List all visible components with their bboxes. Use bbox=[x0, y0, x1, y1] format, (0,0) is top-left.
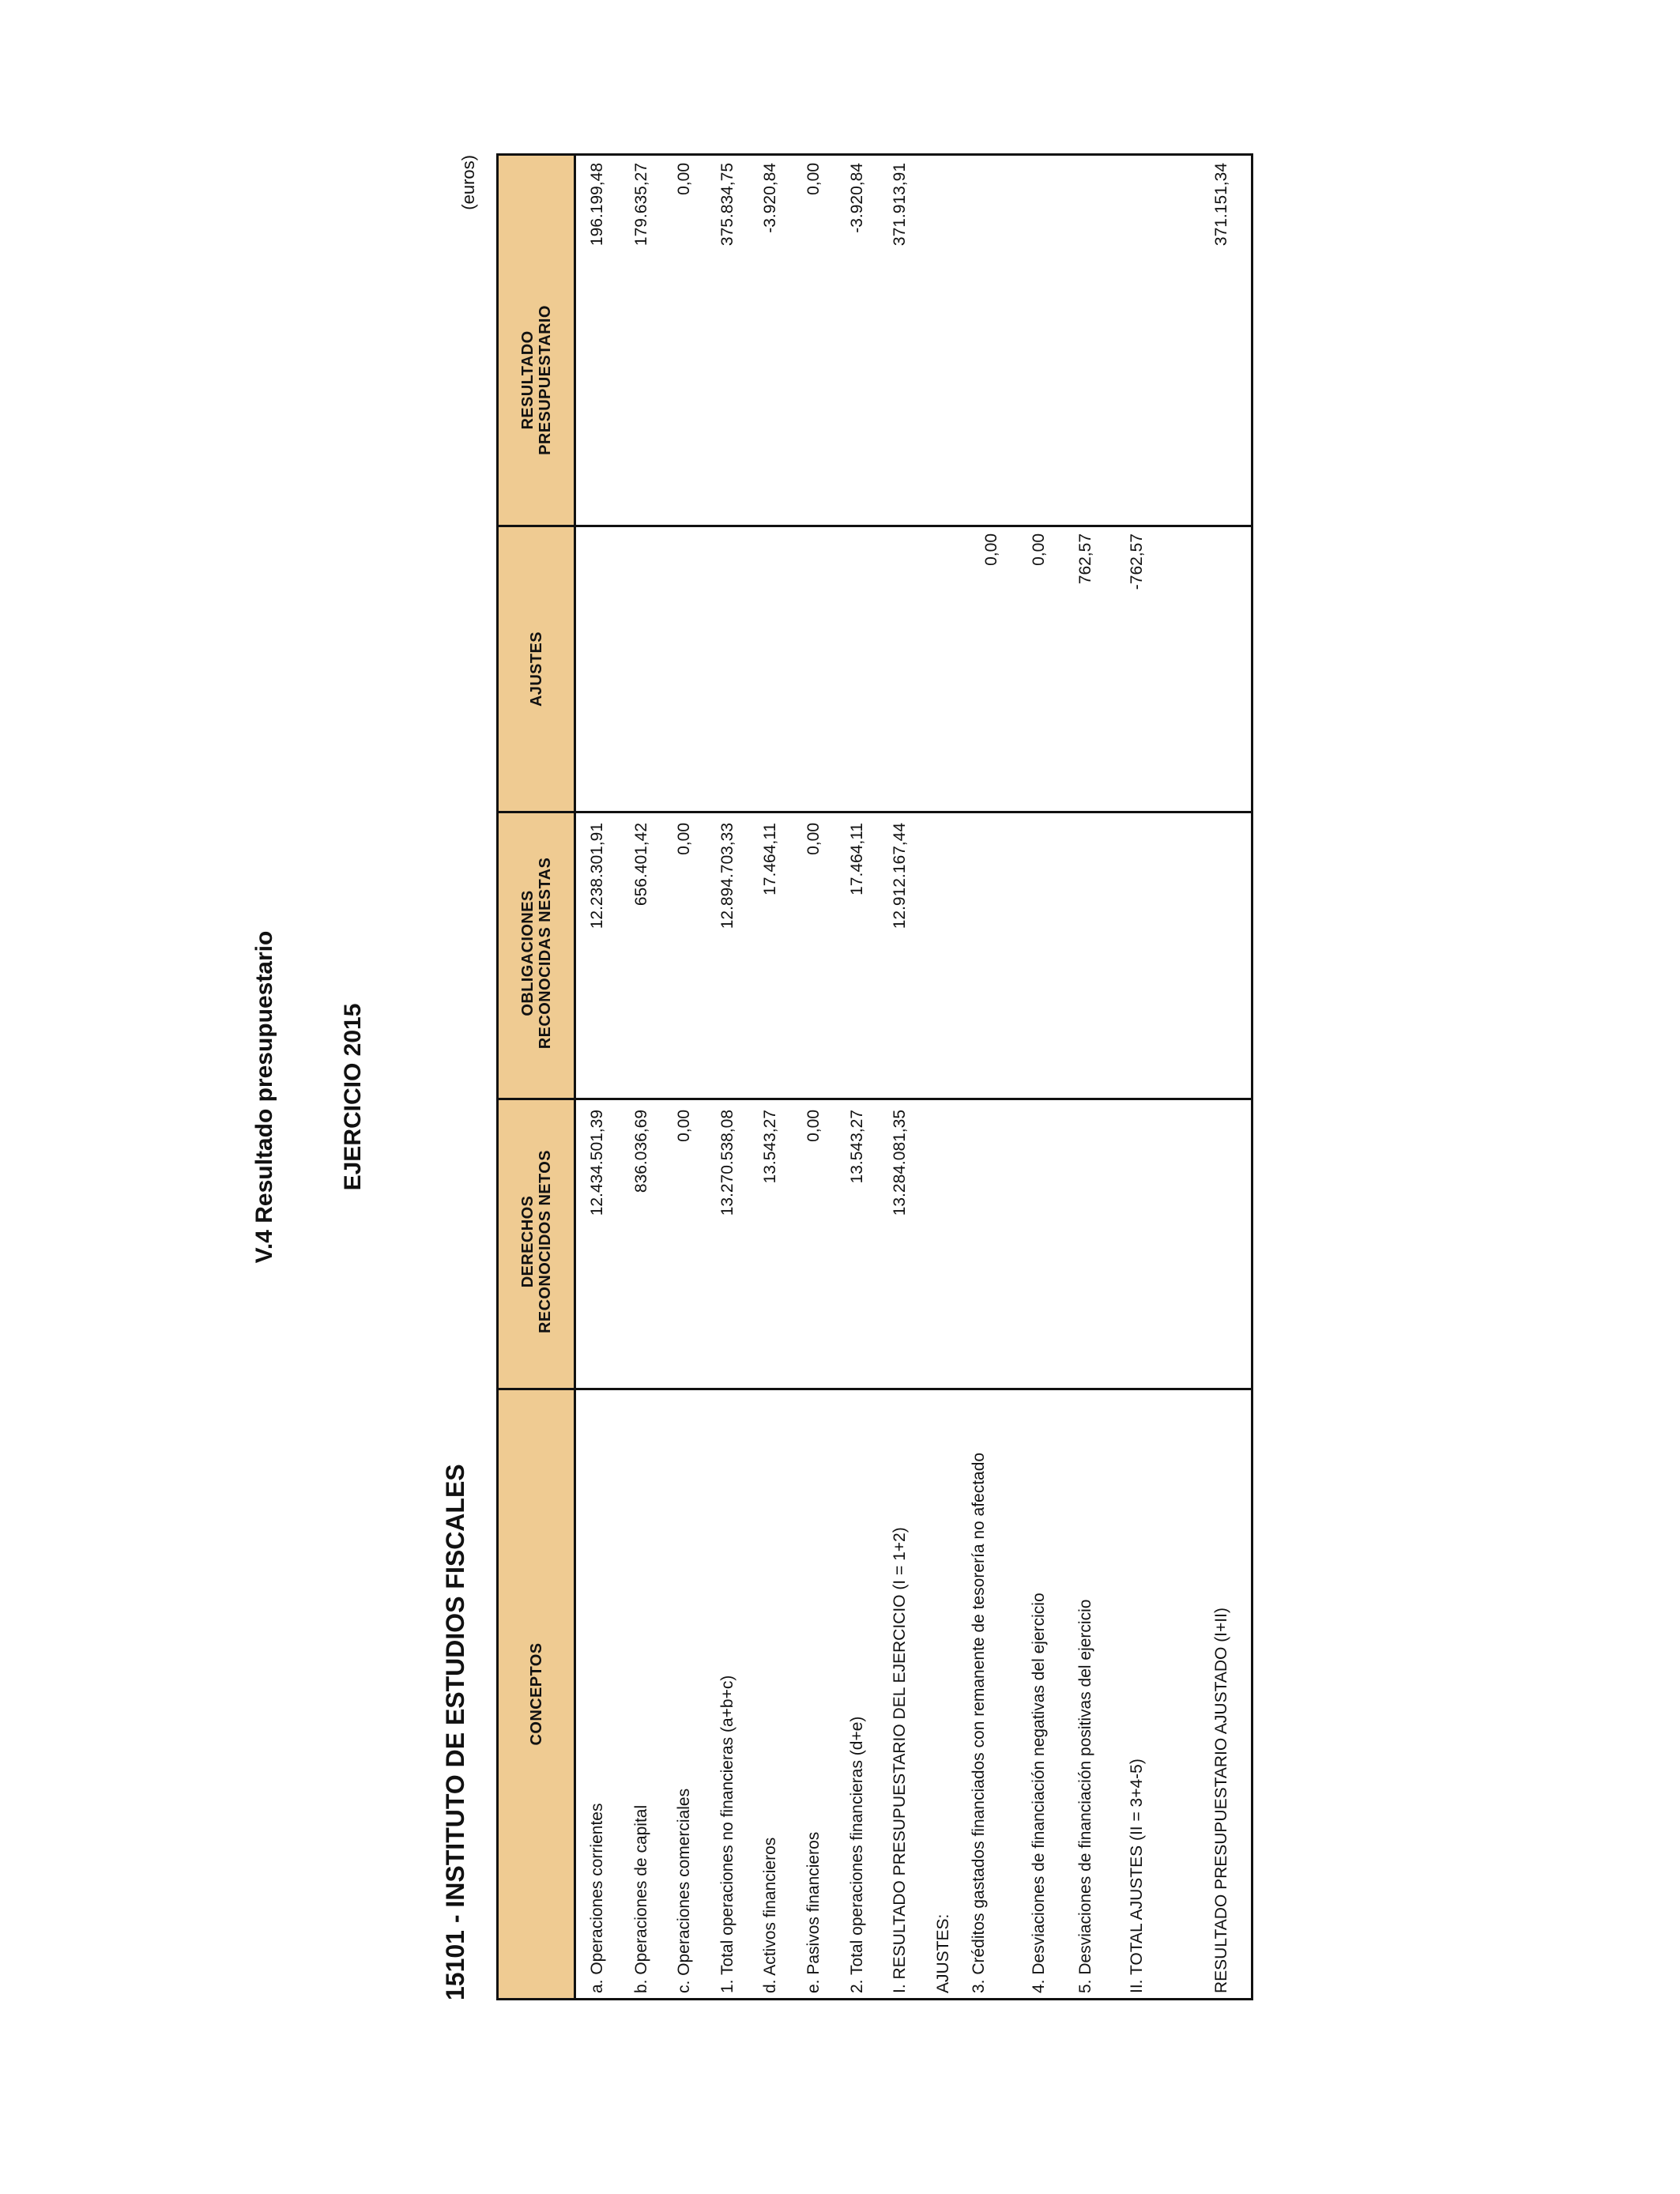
row-obligaciones: 12.912.167,44 bbox=[891, 823, 909, 929]
row-ajustes: -762,57 bbox=[1128, 533, 1146, 590]
row-concepto: 3. Créditos gastados financiados con remanente de tesorería no afectado bbox=[970, 1452, 988, 1993]
row-concepto: d. Activos financieros bbox=[761, 1837, 779, 1993]
row-resultado: 0,00 bbox=[804, 163, 823, 195]
row-derechos: 13.284.081,35 bbox=[891, 1110, 909, 1216]
row-derechos: 13.270.538,08 bbox=[718, 1110, 736, 1216]
row-obligaciones: 0,00 bbox=[675, 823, 693, 855]
row-derechos: 13.543,27 bbox=[761, 1110, 779, 1184]
row-derechos: 836.036,69 bbox=[632, 1110, 650, 1193]
row-concepto: 1. Total operaciones no financieras (a+b+c) bbox=[718, 1675, 736, 1993]
row-concepto: a. Operaciones corrientes bbox=[588, 1803, 606, 1993]
row-ajustes: 762,57 bbox=[1076, 533, 1094, 585]
fiscal-year-title: EJERCICIO 2015 bbox=[340, 1003, 366, 1191]
row-concepto: 2. Total operaciones financieras (d+e) bbox=[848, 1716, 866, 1993]
row-obligaciones: 17.464,11 bbox=[761, 823, 779, 895]
row-derechos: 13.543,27 bbox=[848, 1110, 866, 1184]
row-concepto: II. TOTAL AJUSTES (II = 3+4-5) bbox=[1128, 1759, 1146, 1993]
row-concepto: b. Operaciones de capital bbox=[632, 1804, 650, 1993]
column-header-obligaciones: OBLIGACIONES RECONOCIDAS NESTAS bbox=[519, 857, 554, 1050]
column-header-conceptos: CONCEPTOS bbox=[528, 1642, 545, 1746]
row-resultado: 371.913,91 bbox=[891, 163, 909, 247]
row-resultado: -3.920,84 bbox=[761, 163, 779, 233]
row-resultado: 179.635,27 bbox=[632, 163, 650, 247]
document-title: V.4 Resultado presupuestario bbox=[251, 930, 277, 1264]
row-resultado: -3.920,84 bbox=[848, 163, 866, 233]
row-ajustes: 0,00 bbox=[1030, 533, 1048, 566]
row-obligaciones: 17.464,11 bbox=[848, 823, 866, 895]
row-ajustes: 0,00 bbox=[982, 533, 1000, 566]
row-obligaciones: 12.238.301,91 bbox=[588, 823, 606, 929]
row-derechos: 12.434.501,39 bbox=[588, 1110, 606, 1216]
row-concepto: AJUSTES: bbox=[934, 1913, 952, 1993]
row-resultado: 375.834,75 bbox=[718, 163, 736, 247]
row-concepto: c. Operaciones comerciales bbox=[675, 1788, 693, 1993]
row-concepto: I. RESULTADO PRESUPUESTARIO DEL EJERCICIO (I = 1+2) bbox=[891, 1527, 909, 1993]
row-concepto: e. Pasivos financieros bbox=[804, 1831, 823, 1993]
row-resultado: 196.199,48 bbox=[588, 163, 606, 247]
row-resultado: 371.151,34 bbox=[1212, 163, 1230, 247]
currency-note: (euros) bbox=[458, 155, 478, 210]
row-obligaciones: 656.401,42 bbox=[632, 823, 650, 907]
row-obligaciones: 0,00 bbox=[804, 823, 823, 855]
column-header-derechos: DERECHOS RECONOCIDOS NETOS bbox=[519, 1150, 554, 1334]
row-derechos: 0,00 bbox=[675, 1110, 693, 1142]
column-header-ajustes: AJUSTES bbox=[528, 631, 545, 707]
row-concepto: RESULTADO PRESUPUESTARIO AJUSTADO (I+II) bbox=[1212, 1608, 1230, 1993]
row-resultado: 0,00 bbox=[675, 163, 693, 195]
entity-heading: 15101 - INSTITUTO DE ESTUDIOS FISCALES bbox=[441, 1464, 469, 2000]
row-derechos: 0,00 bbox=[804, 1110, 823, 1142]
column-header-resultado: RESULTADO PRESUPUESTARIO bbox=[519, 305, 554, 455]
row-obligaciones: 12.894.703,33 bbox=[718, 823, 736, 929]
row-concepto: 4. Desviaciones de financiación negativas del ejercicio bbox=[1030, 1593, 1048, 1993]
row-concepto: 5. Desviaciones de financiación positivas del ejercicio bbox=[1076, 1599, 1094, 1993]
